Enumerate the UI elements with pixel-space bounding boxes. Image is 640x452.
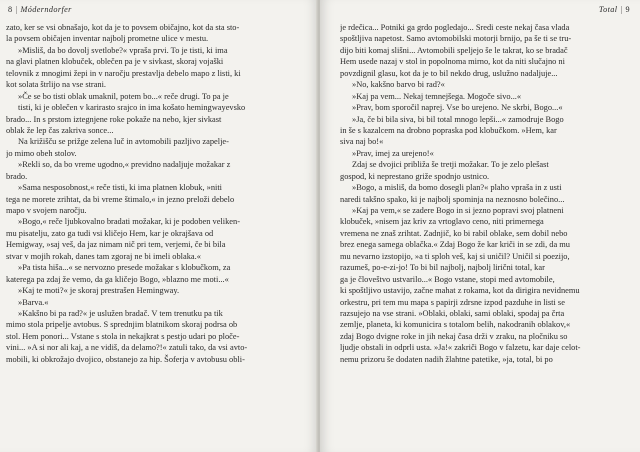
text-line: zato, ker se vsi obnašajo, kot da je to povsem običajno, kot da sta sto- (6, 23, 240, 32)
text-line: vremena ne znaš zrihtat. Zadnjič, ko bi rabil oblake, sem dobil nebo (340, 228, 568, 238)
text-line: mapo v svojem naročju. (6, 206, 87, 215)
text-line: stol. Hem ponori... Vstane s stola in nekajkrat s pestjo udari po ploče- (6, 331, 240, 341)
text-line: telovnik z mnogimi žepi in v naročju prestavlja debelo mapo z listi, ki (6, 68, 241, 78)
text-line: mimo stola pripelje avtobus. S sprednjim blatnikom skoraj podrsa ob (6, 320, 238, 330)
text-line: katerega pa zdaj že vemo, da ga kličejo Bogo, »blazno me moti...« (6, 274, 229, 284)
text-line: spoštljiva napetost. Samo avtomobilski motorji brnijo, pa še ti se tru- (340, 34, 572, 44)
text-line: na glavi platnen klobuček, oblečen pa je v sivkast, skoraj vojaški (6, 57, 224, 67)
text-line: »Misliš, da bo dovolj svetlobe?« vpraša prvi. To je tisti, ki ima (18, 45, 228, 55)
text-line: vini... »A si nor ali kaj, a ne vidiš, da delamo?!« zatuli tako, da vsi avto- (6, 343, 248, 353)
text-line: tisti, ki je oblečen v karirasto srajco in ima košato hemingwayevsko (18, 103, 246, 113)
text-line: orkestru, pri tem mu mapa s papirji zdrsne izpod pazduhe in listi se (340, 297, 565, 307)
text-line: »Pa tista hiša...« se nervozno presede možakar s klobučkom, za (18, 263, 231, 273)
text-line: »Kakšno bi pa rad?« je uslužen bradač. V tem trenutku pa tik (18, 308, 223, 318)
text-line: Hemigway, »saj veš, da jaz nimam nič pri tem, verjemi, če bi bila (6, 240, 226, 250)
text-line: »Kaj pa vem... Nekaj temnejšega. Mogoče sivo...« (352, 91, 522, 101)
left-page-number: 8 (8, 5, 13, 14)
text-line: jo mimo obeh stolov. (6, 148, 77, 158)
text-line: ki spoštljivo ustavijo, začne mahat z rokama, kot da dirigira nevidnemu (340, 286, 580, 296)
text-line: Zdaj se dvojici približa še tretji možakar. To je zelo plešast (352, 160, 549, 170)
text-line: »Ja, če bi bila siva, bi bil total mnogo lepši...« zamodruje Bogo (352, 114, 564, 124)
text-line: »Barva.« (18, 297, 49, 307)
right-page (320, 0, 640, 452)
text-line: ljudje obstali in odprli usta. »Ja!« zakriči Bogo v falzetu, kar daje celot- (340, 343, 581, 353)
text-line: ga je človeštvo ustvarilo...« Bogo vstane, stopi med avtomobile, (340, 274, 555, 284)
left-running-head: 8 | Móderndorfer (8, 5, 72, 14)
text-line: »Bogo, a misliš, da bomo dosegli plan?« plaho vpraša in z usti (352, 183, 562, 193)
text-line: mu nevarno izstopijo, »a ti sploh veš, kaj si uničil? Uničil si poezijo, (340, 251, 570, 261)
text-line: »Kaj pa vem,« se zadere Bogo in si jezno popravi svoj platneni (352, 206, 564, 215)
text-line: tega ne morete zrihtat, da bi vreme štimalo,« in jezno preloži debelo (6, 194, 235, 204)
text-line: dijo biti komaj slišni... Avtomobili speljejo še le takrat, ko se bradač (340, 45, 568, 55)
text-line: »Kaj te moti?« je skoraj prestrašen Hemingway. (18, 286, 180, 296)
left-running-title: Móderndorfer (20, 5, 72, 14)
left-body-text (6, 22, 300, 365)
text-line: in še s kazalcem na drobno popraska pod klobučkom. »Hem, kar (340, 125, 557, 135)
text-line: »Rekli so, da bo vreme ugodno,« previdno nadaljuje možakar z (18, 160, 231, 170)
text-line: zemlje, planeta, ki komunicira s totalom belih, nakodranih oblakov,« (340, 320, 571, 330)
text-line: brez enega samega oblačka.« Zdaj Bogo že kar kriči in se zdi, da mu (340, 240, 570, 250)
text-line: brado... In s prstom iztegnjene roke pokaže na nebo, kjer sivkast (6, 114, 222, 124)
right-body-text (340, 22, 634, 365)
text-line: nemu prizoru še dodaten nadih žlahtne patetike, »ja, total, bi po (340, 354, 553, 364)
text-line: zdaj Bogo dvigne roke in jih nekaj časa drži v zraku, na pločniku so (340, 331, 568, 341)
text-line: klobuček, »nisem jaz kriv za vrtoglavo ceno, niti primernega (340, 217, 544, 227)
text-line: razumeš, po-e-zi-jo! To bi bil najbolj, najbolj lirični total, kar (340, 263, 545, 273)
text-line: gospod, ki neprestano griže spodnjo ustnico. (340, 171, 490, 181)
right-running-head: Total | 9 (598, 5, 630, 14)
text-line: brado. (6, 171, 28, 181)
text-line: »Prav, bom sporočil naprej. Vse bo urejeno. Ne skrbi, Bogo...« (352, 103, 563, 113)
text-line: »Če se bo tisti oblak umaknil, potem bo...« reče drugi. To pa je (18, 91, 229, 101)
text-line: oblak že lep čas zakriva sonce... (6, 125, 114, 135)
text-line: povzdignil glasu, kot da je to bil nekdo drug, uslužno nadaljuje... (340, 68, 558, 78)
text-line: Na križišču se prižge zelena luč in avtomobili pazljivo zapelje- (18, 137, 229, 147)
text-line: kot solata štrlijo na vse strani. (6, 80, 107, 90)
text-line: naredi takšno spako, ki je najbolj spominja na neznosno bolečino... (340, 194, 565, 204)
left-page (0, 0, 318, 452)
text-line: stvar v mojih rokah, danes tam zgoraj ne bi imeli oblaka.« (6, 251, 201, 261)
text-line: mobili, ki obkrožajo dvojico, obstanejo za hip. Šoferja v avtobusu obli- (6, 354, 245, 364)
text-line: »Bogo,« reče ljubkovalno bradati možakar, ki je podoben veliken- (18, 217, 240, 227)
text-line: »Prav, imej za urejeno!« (352, 148, 434, 158)
text-line: Hem usede nazaj v stol in popolnoma mirno, kot da niti slučajno ni (340, 57, 565, 67)
text-line: »No, kakšno barvo bi rad?« (352, 80, 445, 90)
text-line: la povsem običajen inventar najbolj prometne ulice v mestu. (6, 34, 209, 44)
text-line: razsujejo na vse strani. »Oblaki, oblaki, sami oblaki, spodaj pa črta (340, 308, 565, 318)
right-page-number: 9 (625, 5, 630, 14)
text-line: je rdečica... Potniki ga grdo pogledajo... Sredi ceste nekaj časa vlada (340, 23, 570, 32)
right-running-title: Total (598, 5, 618, 14)
text-line: »Sama nesposobnost,« reče tisti, ki ima platnen klobuk, »niti (18, 183, 222, 193)
text-line: mu pisatelju, zato ga tudi vsi kličejo Hem, kar je okrajšava od (6, 228, 214, 238)
text-line: siva naj bo!« (340, 137, 384, 147)
